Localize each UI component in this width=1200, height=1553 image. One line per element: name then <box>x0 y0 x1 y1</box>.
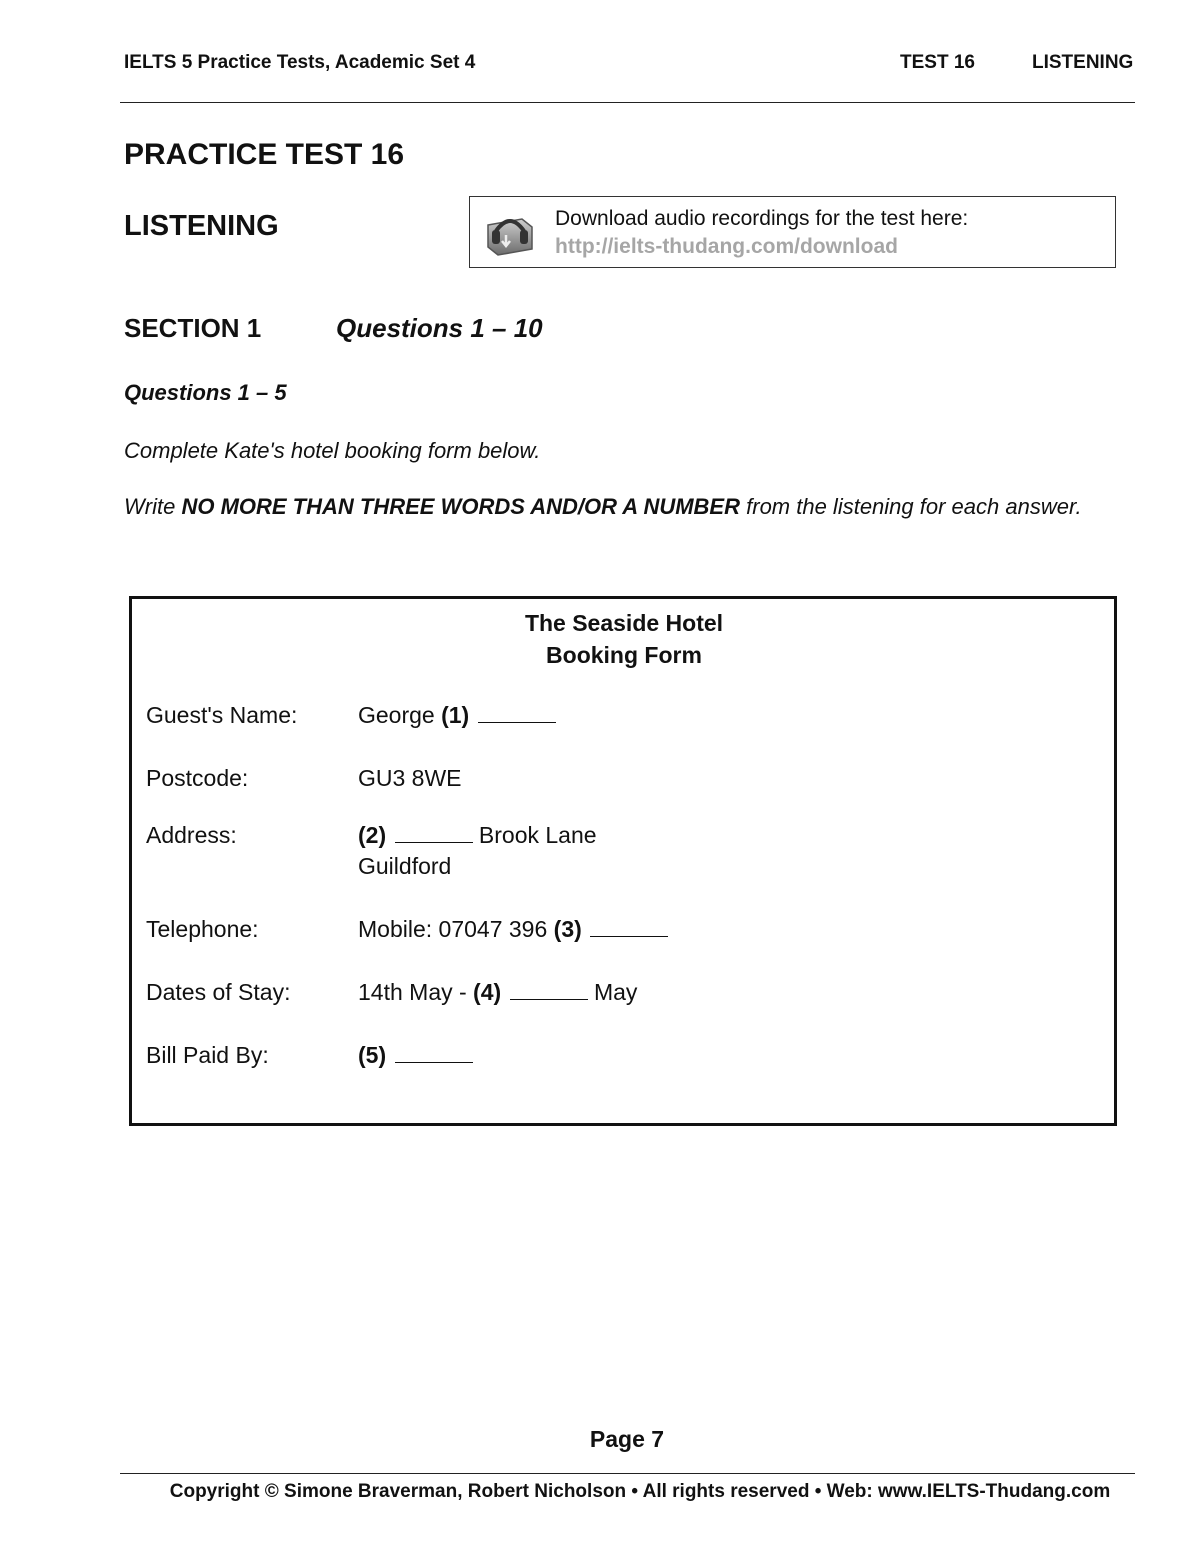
form-value-postcode: GU3 8WE <box>358 765 462 791</box>
answer-blank-4[interactable] <box>510 981 588 1000</box>
form-value-telephone <box>358 916 668 943</box>
telephone-prefix: Mobile: 07047 396 <box>358 916 548 942</box>
form-subtitle: Booking Form <box>546 642 702 668</box>
answer-blank-5[interactable] <box>395 1044 473 1063</box>
address-street: Brook Lane <box>478 822 597 848</box>
section-label: SECTION 1 <box>124 313 262 343</box>
address-town: Guildford <box>358 853 452 879</box>
instruction-word-limit <box>124 494 1082 520</box>
form-label-dates: Dates of Stay: <box>146 979 291 1005</box>
question-number-3: (3) <box>553 916 582 942</box>
section-questions: Questions 1 – 10 <box>336 313 543 343</box>
form-title: The Seaside Hotel <box>524 610 724 636</box>
form-label-telephone: Telephone: <box>146 916 259 942</box>
booking-form-box <box>129 596 1117 1126</box>
header-section-name: LISTENING <box>1032 52 1134 73</box>
form-value-guest-name <box>358 702 556 729</box>
dates-start: 14th May - <box>358 979 467 1005</box>
form-label-guest-name: Guest's Name: <box>146 702 298 728</box>
header-divider <box>120 102 1135 103</box>
headphones-download-icon <box>482 205 538 261</box>
form-label-address: Address: <box>146 822 237 848</box>
question-number-4: (4) <box>473 979 502 1005</box>
audio-download-text: Download audio recordings for the test here: <box>555 207 969 230</box>
guest-first-name: George <box>358 702 435 728</box>
question-number-5: (5) <box>358 1042 387 1068</box>
form-value-dates <box>358 979 637 1006</box>
instruction-bold: NO MORE THAN THREE WORDS AND/OR A NUMBER <box>181 494 740 519</box>
instruction-pre: Write <box>124 494 176 519</box>
page-subtitle: LISTENING <box>124 210 279 242</box>
dates-end-month: May <box>593 979 638 1005</box>
header-test-number: TEST 16 <box>900 52 975 73</box>
page-number: Page 7 <box>589 1426 665 1452</box>
audio-download-box <box>469 196 1116 268</box>
form-value-bill-paid-by <box>358 1042 473 1069</box>
answer-blank-3[interactable] <box>590 918 668 937</box>
answer-blank-2[interactable] <box>395 824 473 843</box>
answer-blank-1[interactable] <box>478 704 556 723</box>
audio-download-link[interactable]: http://ielts-thudang.com/download <box>555 235 898 258</box>
question-number-2: (2) <box>358 822 387 848</box>
form-label-postcode: Postcode: <box>146 765 249 791</box>
page-title: PRACTICE TEST 16 <box>124 138 405 171</box>
copyright-footer: Copyright © Simone Braverman, Robert Nicholson • All rights reserved • Web: www.IELTS-Thudang.com <box>169 1481 1111 1502</box>
question-group-heading: Questions 1 – 5 <box>124 380 287 405</box>
form-label-bill-paid-by: Bill Paid By: <box>146 1042 269 1068</box>
instruction-post: from the listening for each answer. <box>746 494 1082 519</box>
instruction-complete-form: Complete Kate's hotel booking form below. <box>124 438 541 463</box>
form-value-address <box>358 822 597 849</box>
page-header <box>122 50 1134 80</box>
question-number-1: (1) <box>441 702 470 728</box>
book-title: IELTS 5 Practice Tests, Academic Set 4 <box>124 52 476 73</box>
footer-divider <box>120 1473 1135 1474</box>
